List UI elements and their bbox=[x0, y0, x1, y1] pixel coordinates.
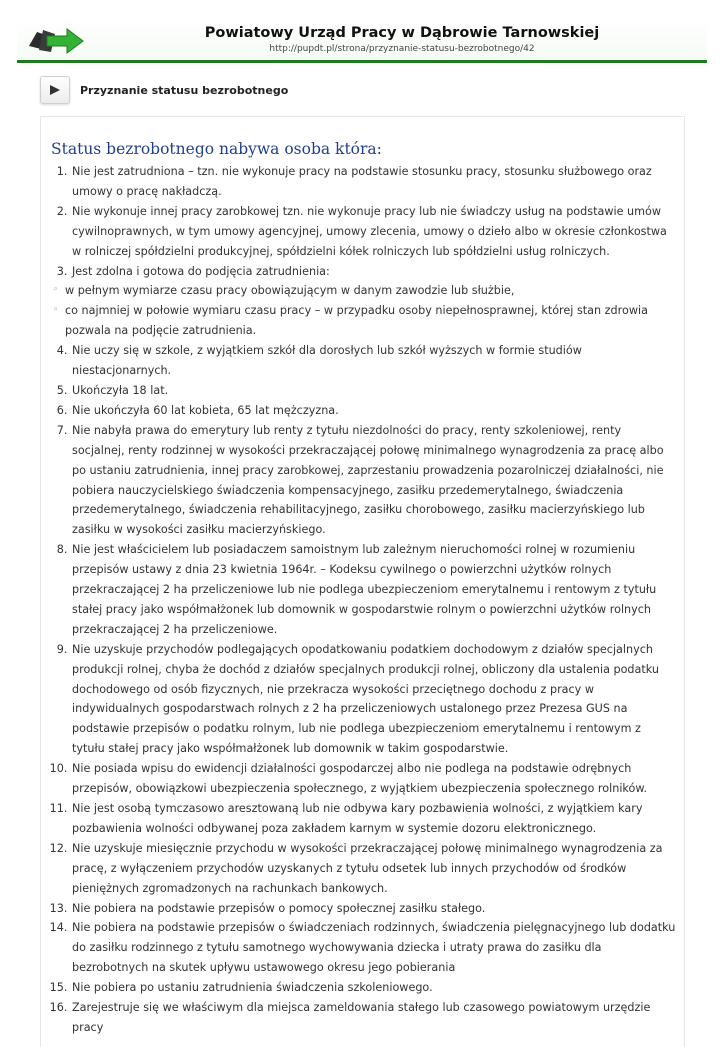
criteria-list bbox=[41, 162, 676, 1038]
list-item: 15. Nie pobiera po ustaniu zatrudnienia świadczenia szkoleniowego. bbox=[71, 978, 676, 998]
page-title: Status bezrobotnego nabywa osoba która: bbox=[51, 140, 382, 158]
sub-list-item bbox=[52, 281, 676, 301]
list-item: 7. Nie nabyła prawa do emerytury lub renty z tytułu niezdolności do pracy, renty szkoleniowej, renty socjalnej, renty rodzinnej w wysokości przekraczającej połowę minimalnego wynagrodzenia za pracę albo po ustaniu zatrudnienia, innej pracy zarobkowej, zaprzestaniu prowadzenia pozarolniczej działalności, nie pobiera nauczycielskiego świadczenia kompensacyjnego, zasiłku przedemerytalnego, świadczenia przedemerytalnego, świadczenia rehabilitacyjnego, zasiłku chorobowego, zasiłku macierzyńskiego lub zasiłku w wysokości zasiłku macierzyńskiego. bbox=[71, 421, 676, 540]
breadcrumb-label: Przyznanie statusu bezrobotnego bbox=[80, 84, 289, 97]
list-item: 10. Nie posiada wpisu do ewidencji działalności gospodarczej albo nie podlega na podstawie odrębnych przepisów, obowiązkowi ubezpieczenia społecznego, z wyjątkiem ubezpieczenia społecznego rolników. bbox=[71, 759, 676, 799]
sub-list-item-text: w pełnym wymiarze czasu pracy obowiązującym w danym zawodzie lub służbie, bbox=[65, 284, 515, 298]
list-item: 1. Nie jest zatrudniona – tzn. nie wykonuje pracy na podstawie stosunku pracy, stosunku służbowego oraz umowy o pracę nakładczą. bbox=[71, 162, 676, 202]
play-icon bbox=[49, 84, 61, 96]
list-item: 11. Nie jest osobą tymczasowo aresztowaną lub nie odbywa kary pozbawienia wolności, z wyjątkiem kary pozbawienia wolności odbywanej poza zakładem karnym w systemie dozoru elektronicznego. bbox=[71, 799, 676, 839]
list-item: 16. Zarejestruje się we właściwym dla miejsca zameldowania stałego lub czasowego powiatowym urzędzie pracy bbox=[71, 998, 676, 1038]
list-item: 9. Nie uzyskuje przychodów podlegających opodatkowaniu podatkiem dochodowym z działów specjalnych produkcji rolnej, chyba że dochód z działów specjalnych produkcji rolnej, obliczony dla ustalenia podatku dochodowego od osób fizycznych, nie przekracza wysokości przeciętnego dochodu z pracy w indywidualnych gospodarstwach rolnych z 2 ha przeliczeniowych ustalonego przez Prezesa GUS na podstawie przepisów o podatku rolnym, lub nie podlega ubezpieczeniom emerytalnemu i rentowym z tytułu stałej pracy jako współmałżonek lub domownik w takim gospodarstwie. bbox=[71, 640, 676, 759]
site-header bbox=[17, 18, 707, 63]
sub-list-item-text: co najmniej w połowie wymiaru czasu pracy – w przypadku osoby niepełnosprawnej, której stan zdrowia pozwala na podjęcie zatrudnienia. bbox=[65, 304, 648, 338]
play-button[interactable] bbox=[40, 76, 70, 104]
site-title: Powiatowy Urząd Pracy w Dąbrowie Tarnowskiej bbox=[204, 25, 600, 41]
site-url: http://pupdt.pl/strona/przyznanie-statusu-bezrobotnego/42 bbox=[269, 44, 535, 54]
circle-bullet-icon: ◦ bbox=[53, 285, 59, 296]
circle-bullet-icon: ◦ bbox=[53, 305, 59, 316]
list-item: 4. Nie uczy się w szkole, z wyjątkiem szkół dla dorosłych lub szkół wyższych w formie studiów niestacjonarnych. bbox=[71, 341, 676, 381]
list-item: 6. Nie ukończyła 60 lat kobieta, 65 lat mężczyzna. bbox=[71, 401, 676, 421]
list-item: 2. Nie wykonuje innej pracy zarobkowej tzn. nie wykonuje pracy lub nie świadczy usług na podstawie umów cywilnoprawnych, w tym umowy agencyjnej, umowy zlecenia, umowy o dzieło albo w okresie członkostwa w rolniczej spółdzielni produkcyjnej, spółdzielni kółek rolniczych lub spółdzielni usług rolniczych. bbox=[71, 202, 676, 262]
list-item bbox=[53, 262, 676, 342]
content-panel bbox=[40, 116, 685, 1047]
list-item: 13. Nie pobiera na podstawie przepisów o pomocy społecznej zasiłku stałego. bbox=[71, 899, 676, 919]
sub-list bbox=[53, 281, 676, 341]
arrow-logo-icon bbox=[27, 24, 87, 54]
list-item: 5. Ukończyła 18 lat. bbox=[71, 381, 676, 401]
list-item-text: Jest zdolna i gotowa do podjęcia zatrudnienia: bbox=[72, 264, 330, 278]
list-item: 12. Nie uzyskuje miesięcznie przychodu w wysokości przekraczającej połowę minimalnego wynagrodzenia za pracę, z wyłączeniem przychodów uzyskanych z tytułu odsetek lub innych przychodów od środków pieniężnych zgromadzonych na rachunkach bankowych. bbox=[71, 839, 676, 899]
list-item: 14. Nie pobiera na podstawie przepisów o świadczeniach rodzinnych, świadczenia pielęgnacyjnego lub dodatku do zasiłku rodzinnego z tytułu samotnego wychowywania dziecka i utraty prawa do zasiłku dla bezrobotnych na skutek upływu ustawowego okresu jego pobierania bbox=[71, 918, 676, 978]
list-item: 8. Nie jest właścicielem lub posiadaczem samoistnym lub zależnym nieruchomości rolnej w rozumieniu przepisów ustawy z dnia 23 kwietnia 1964r. – Kodeksu cywilnego o powierzchni użytków rolnych przekraczającej 2 ha przeliczeniowe lub nie podlega ubezpieczeniom emerytalnemu i rentowym z tytułu stałej pracy jako współmałżonek lub domownik w gospodarstwie rolnym o powierzchni użytków rolnych przekraczającej 2 ha przeliczeniowe. bbox=[71, 540, 676, 640]
sub-list-item bbox=[52, 301, 676, 341]
